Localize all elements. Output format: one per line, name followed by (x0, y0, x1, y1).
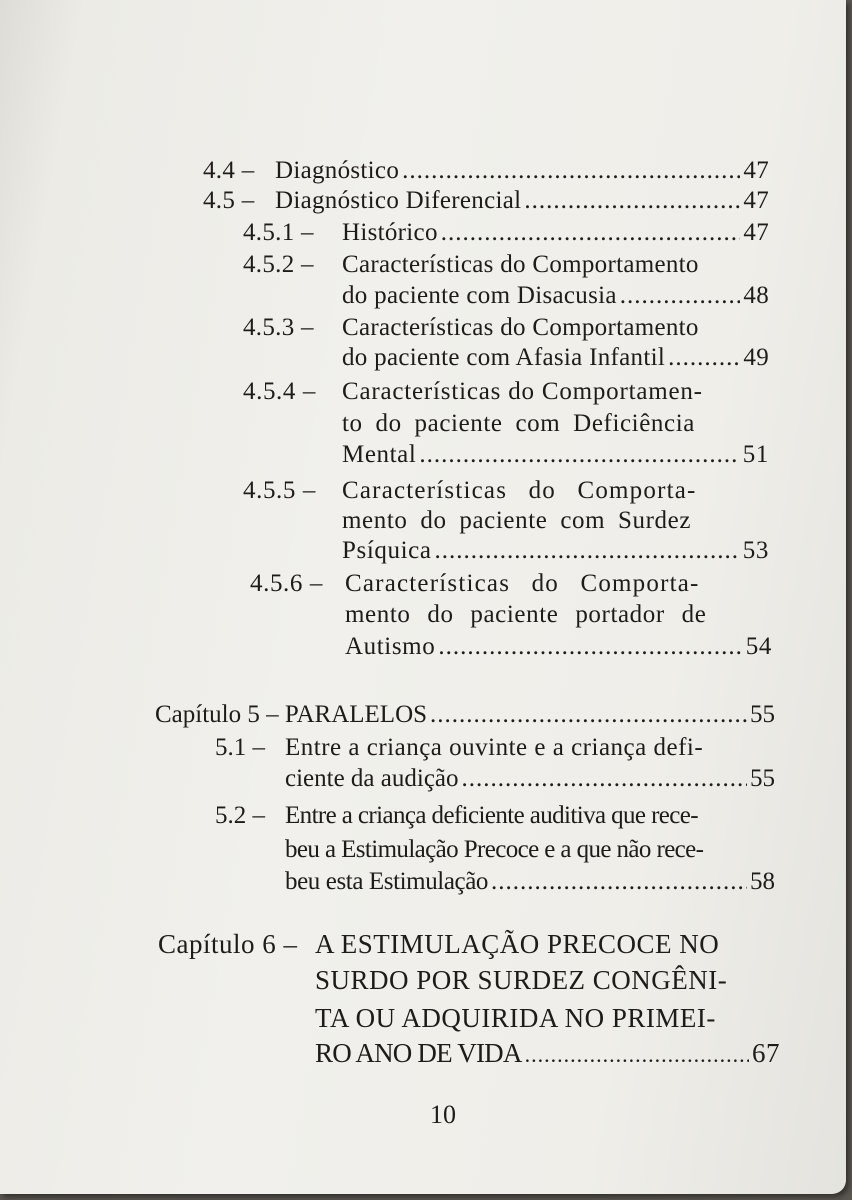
toc-page-number: 47 (743, 219, 769, 246)
toc-title-line: Características do Comportamento (342, 251, 699, 278)
toc-title-line: Características do Comporta- (342, 477, 697, 504)
toc-title-line: Autismo (345, 633, 436, 660)
toc-title-line: Mental (342, 441, 417, 468)
toc-title-line: ciente da audição (285, 765, 459, 792)
toc-leader (524, 187, 740, 215)
toc-title-line: do paciente com Afasia Infantil (342, 344, 666, 371)
toc-page-number: 54 (745, 633, 772, 660)
toc-leader (462, 765, 747, 793)
toc-leader (430, 701, 747, 729)
toc-number: 4.5.5 – (243, 477, 316, 504)
toc-title: Diagnóstico Diferencial (275, 187, 522, 214)
toc-number: 4.5.2 – (243, 251, 314, 278)
toc-number: 4.5.4 – (243, 378, 316, 405)
toc-title: Histórico (342, 219, 438, 246)
toc-number: 4.5.6 – (250, 570, 323, 597)
toc-number: Capítulo 6 – (158, 929, 298, 959)
toc-title-line: TA OU ADQUIRIDA NO PRIMEI- (315, 1003, 716, 1033)
toc-title: Diagnóstico (275, 157, 400, 184)
toc-page-number: 55 (750, 701, 775, 728)
toc-title-line: SURDO POR SURDEZ CONGÊNI- (315, 965, 728, 995)
toc-leader (525, 1042, 749, 1068)
toc-title-line: beu a Estimulação Precoce e a que não rece- (285, 836, 704, 863)
toc-leader (491, 868, 747, 896)
toc-page-number: 48 (743, 282, 769, 309)
toc-leader (402, 157, 740, 185)
toc-title-line: Características do Comportamen- (342, 378, 703, 405)
toc-leader (435, 537, 740, 565)
toc-title-line: mento do paciente portador de (345, 601, 707, 628)
toc-leader (668, 344, 740, 372)
toc-title-line: A ESTIMULAÇÃO PRECOCE NO (315, 929, 720, 959)
toc-number: 4.5.1 – (243, 219, 314, 246)
toc-leader (620, 282, 741, 310)
toc-chapter-title: Capítulo 5 – PARALELOS (155, 701, 428, 728)
toc-title-line: RO ANO DE VIDA (315, 1038, 522, 1068)
toc-page-number: 67 (752, 1038, 780, 1068)
toc-leader (438, 633, 742, 661)
toc-title-line: Características do Comportamento (342, 314, 699, 341)
toc-leader (419, 441, 739, 469)
toc-page-number: 55 (750, 765, 775, 792)
toc-title-line: do paciente com Disacusia (342, 282, 617, 309)
toc-number: 4.4 – (203, 157, 255, 184)
toc-page-number: 49 (743, 344, 769, 371)
toc-title-line: Psíquica (342, 537, 432, 564)
toc-page-number: 47 (743, 187, 769, 214)
toc-number: 5.1 – (215, 734, 265, 761)
toc-page-number: 58 (750, 868, 775, 895)
toc-leader (441, 219, 741, 247)
toc-title-line: mento do paciente com Surdez (342, 507, 692, 534)
toc-title-line: Entre a criança deficiente auditiva que rece- (285, 802, 699, 829)
toc-page-number: 51 (742, 441, 769, 468)
toc-page-number: 47 (743, 157, 769, 184)
toc-title-line: Características do Comporta- (345, 570, 700, 597)
toc-number: 4.5.3 – (243, 314, 314, 341)
toc-number: 4.5 – (203, 187, 255, 214)
toc-number: 5.2 – (215, 802, 265, 829)
toc-title-line: beu esta Estimulação (285, 868, 489, 895)
toc-title-line: Entre a criança ouvinte e a criança defi- (285, 734, 704, 761)
toc-page-number: 53 (742, 537, 769, 564)
page-number: 10 (430, 1100, 456, 1129)
toc-title-line: to do paciente com Deficiência (342, 410, 695, 437)
